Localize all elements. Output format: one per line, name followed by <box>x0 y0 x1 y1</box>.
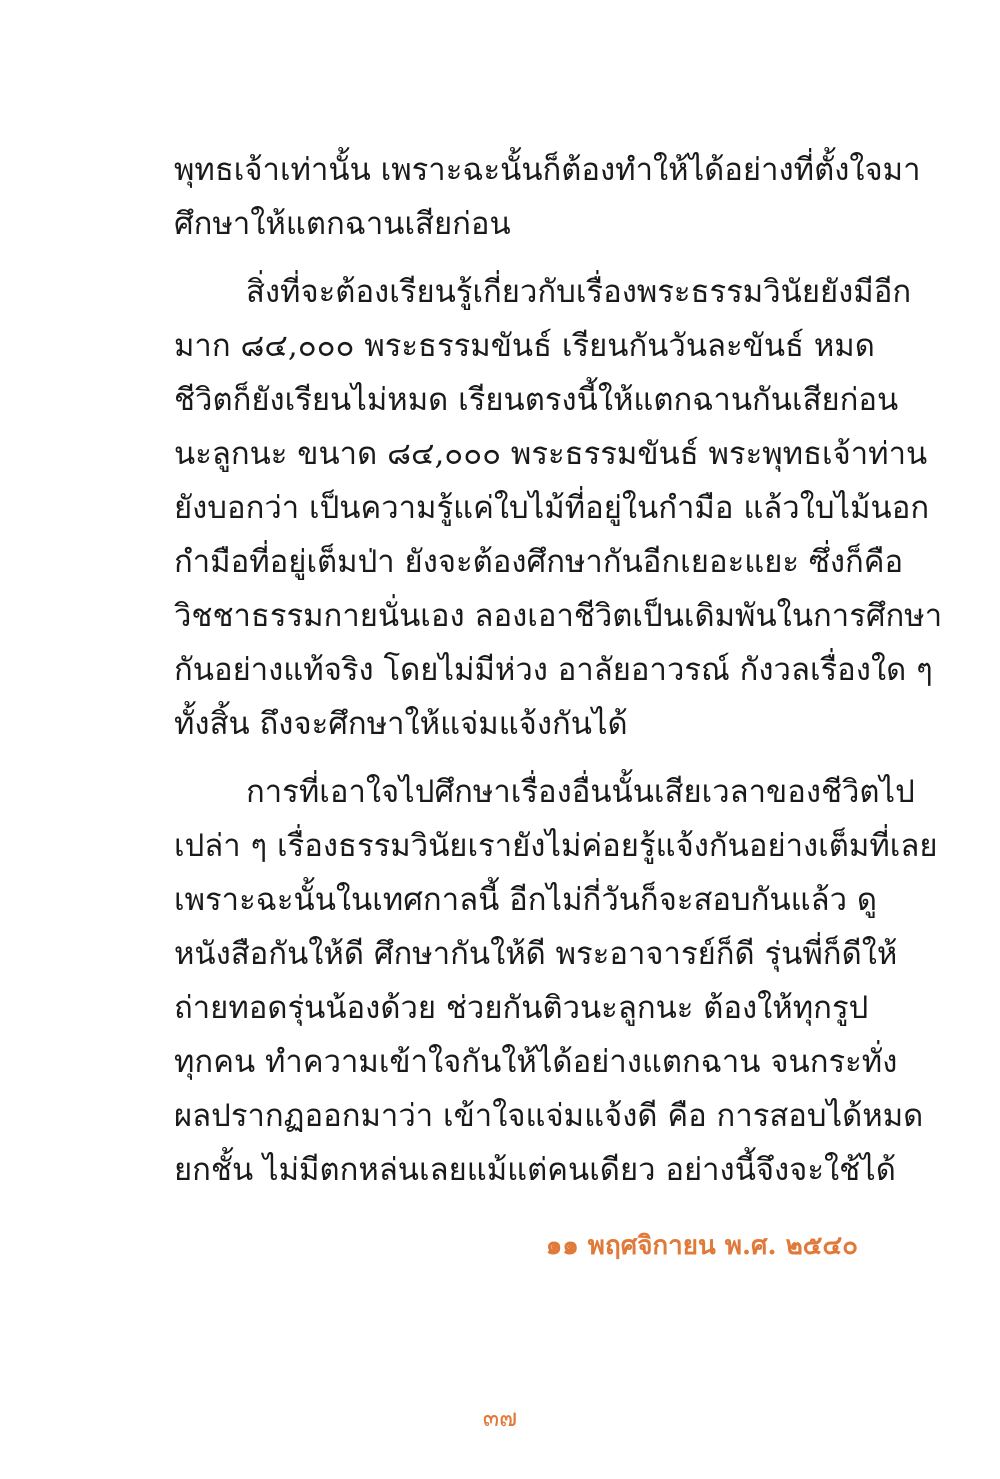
page-number: ๓๗ <box>482 1404 518 1432</box>
text-line: ชีวิตก็ยังเรียนไม่หมด เรียนตรงนี้ให้แตกฉานกันเสียก่อน <box>174 382 899 418</box>
text-line: นะลูกนะ ขนาด ๘๔,๐๐๐ พระธรรมขันธ์ พระพุทธเจ้าท่าน <box>174 436 928 472</box>
text-line: สิ่งที่จะต้องเรียนรู้เกี่ยวกับเรื่องพระธรรมวินัยยังมีอีก <box>246 274 912 310</box>
text-line: เปล่า ๆ เรื่องธรรมวินัยเรายังไม่ค่อยรู้แจ้งกันอย่างเต็มที่เลย <box>174 828 938 864</box>
paragraph-3 <box>174 765 938 1197</box>
text-line: มาก ๘๔,๐๐๐ พระธรรมขันธ์ เรียนกันวันละขันธ์ หมด <box>174 328 875 364</box>
paragraph-gap <box>174 751 860 765</box>
text-line: กันอย่างแท้จริง โดยไม่มีห่วง อาลัยอาวรณ์ กังวลเรื่องใด ๆ <box>174 652 933 688</box>
text-line: ยังบอกว่า เป็นความรู้แค่ใบไม้ที่อยู่ในกำมือ แล้วใบไม้นอก <box>174 490 930 526</box>
text-line: ผลปรากฏออกมาว่า เข้าใจแจ่มแจ้งดี คือ การสอบได้หมด <box>174 1098 924 1134</box>
date-signature: ๑๑ พฤศจิกายน พ.ศ. ๒๕๔๐ <box>545 1231 858 1261</box>
paragraph-1 <box>174 143 921 251</box>
paragraph-gap <box>174 251 860 265</box>
text-line: ทุกคน ทำความเข้าใจกันให้ได้อย่างแตกฉาน จนกระทั่ง <box>174 1044 898 1080</box>
body-text <box>174 143 943 1197</box>
text-line: ถ่ายทอดรุ่นน้องด้วย ช่วยกันติวนะลูกนะ ต้องให้ทุกรูป <box>174 990 869 1026</box>
text-line: ยกชั้น ไม่มีตกหล่นเลยแม้แต่คนเดียว อย่างนี้จึงจะใช้ได้ <box>174 1152 896 1188</box>
text-line: พุทธเจ้าเท่านั้น เพราะฉะนั้นก็ต้องทำให้ได้อย่างที่ตั้งใจมา <box>174 152 921 188</box>
text-line: ศึกษาให้แตกฉานเสียก่อน <box>174 206 511 242</box>
text-line: เพราะฉะนั้นในเทศกาลนี้ อีกไม่กี่วันก็จะสอบกันแล้ว ดู <box>174 882 878 918</box>
text-line: ทั้งสิ้น ถึงจะศึกษาให้แจ่มแจ้งกันได้ <box>174 706 628 742</box>
text-line: วิชชาธรรมกายนั่นเอง ลองเอาชีวิตเป็นเดิมพันในการศึกษา <box>174 598 943 634</box>
paragraph-2 <box>174 265 943 751</box>
text-line: กำมือที่อยู่เต็มป่า ยังจะต้องศึกษากันอีกเยอะแยะ ซึ่งก็คือ <box>174 544 904 580</box>
text-line: การที่เอาใจไปศึกษาเรื่องอื่นนั้นเสียเวลาของชีวิตไป <box>246 774 915 810</box>
text-line: หนังสือกันให้ดี ศึกษากันให้ดี พระอาจารย์ก็ดี รุ่นพี่ก็ดีให้ <box>174 936 898 972</box>
